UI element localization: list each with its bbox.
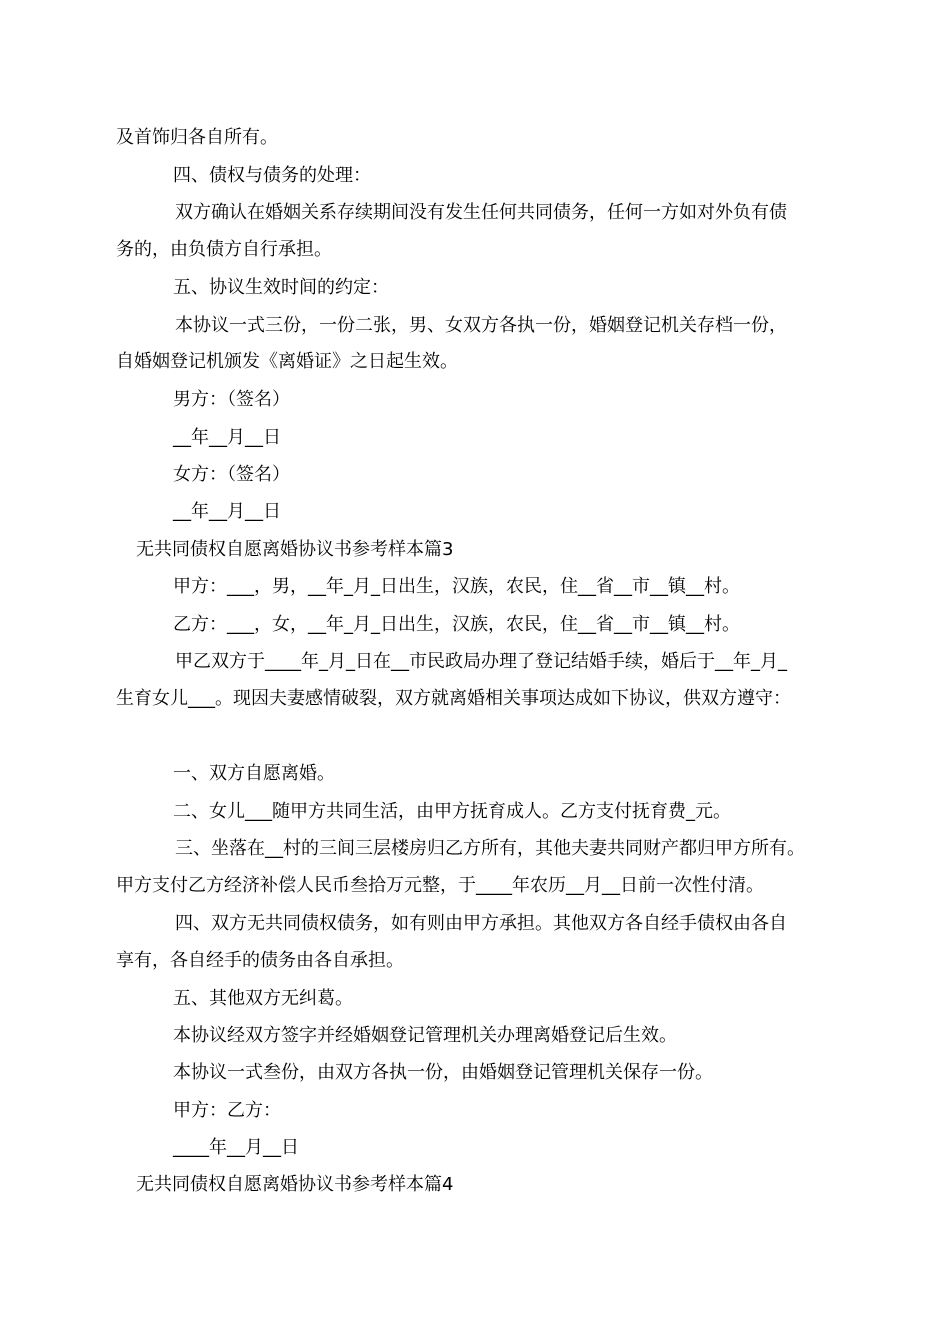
text-line: 务的，由负债方自行承担。: [116, 239, 332, 260]
text-line: 生育女儿___。现因夫妻感情破裂，双方就离婚相关事项达成如下协议，供双方遵守：: [116, 688, 791, 709]
article-title: 无共同债权自愿离婚协议书参考样本篇3: [136, 539, 454, 560]
date-line: __年__月__日: [173, 427, 281, 448]
signature-line: 女方：（签名）: [173, 464, 290, 485]
date-line: ____年__月__日: [173, 1137, 299, 1158]
text-line: 本协议经双方签字并经婚姻登记管理机关办理离婚登记后生效。: [173, 1025, 677, 1046]
signature-line: 男方：（签名）: [173, 389, 290, 410]
date-line: __年__月__日: [173, 501, 281, 522]
clause-line: 三、坐落在__村的三间三层楼房归乙方所有，其他夫妻共同财产都归甲方所有。: [175, 838, 805, 859]
clause-line: 五、其他双方无纠葛。: [173, 988, 353, 1009]
section-heading: 五、协议生效时间的约定：: [173, 277, 389, 298]
clause-line: 四、双方无共同债权债务，如有则由甲方承担。其他双方各自经手债权由各自: [175, 913, 787, 934]
text-line: 乙方：___，女，__年_月_日出生，汉族，农民，住__省__市__镇__村。: [173, 614, 740, 635]
text-line: 甲方：___，男，__年_月_日出生，汉族，农民，住__省__市__镇__村。: [173, 576, 740, 597]
text-line: 及首饰归各自所有。: [116, 127, 278, 148]
text-line: 双方确认在婚姻关系存续期间没有发生任何共同债务，任何一方如对外负有债: [175, 202, 787, 223]
text-line: 本协议一式叁份，由双方各执一份，由婚姻登记管理机关保存一份。: [173, 1062, 713, 1083]
section-heading: 四、债权与债务的处理：: [173, 165, 371, 186]
text-line: 自婚姻登记机颁发《离婚证》之日起生效。: [116, 351, 458, 372]
text-line: 甲乙双方于____年_月_日在__市民政局办理了登记结婚手续，婚后于__年_月_: [175, 651, 787, 672]
clause-line: 一、双方自愿离婚。: [173, 763, 335, 784]
text-line: 本协议一式三份，一份二张，男、女双方各执一份，婚姻登记机关存档一份，: [175, 315, 787, 336]
text-line: 甲方支付乙方经济补偿人民币叁拾万元整，于____年农历__月__日前一次性付清。: [116, 875, 764, 896]
text-line: 享有，各自经手的债务由各自承担。: [116, 950, 404, 971]
signature-line: 甲方：乙方：: [173, 1100, 281, 1121]
article-title: 无共同债权自愿离婚协议书参考样本篇4: [136, 1174, 454, 1195]
clause-line: 二、女儿___随甲方共同生活，由甲方抚育成人。乙方支付抚育费_元。: [173, 801, 731, 822]
